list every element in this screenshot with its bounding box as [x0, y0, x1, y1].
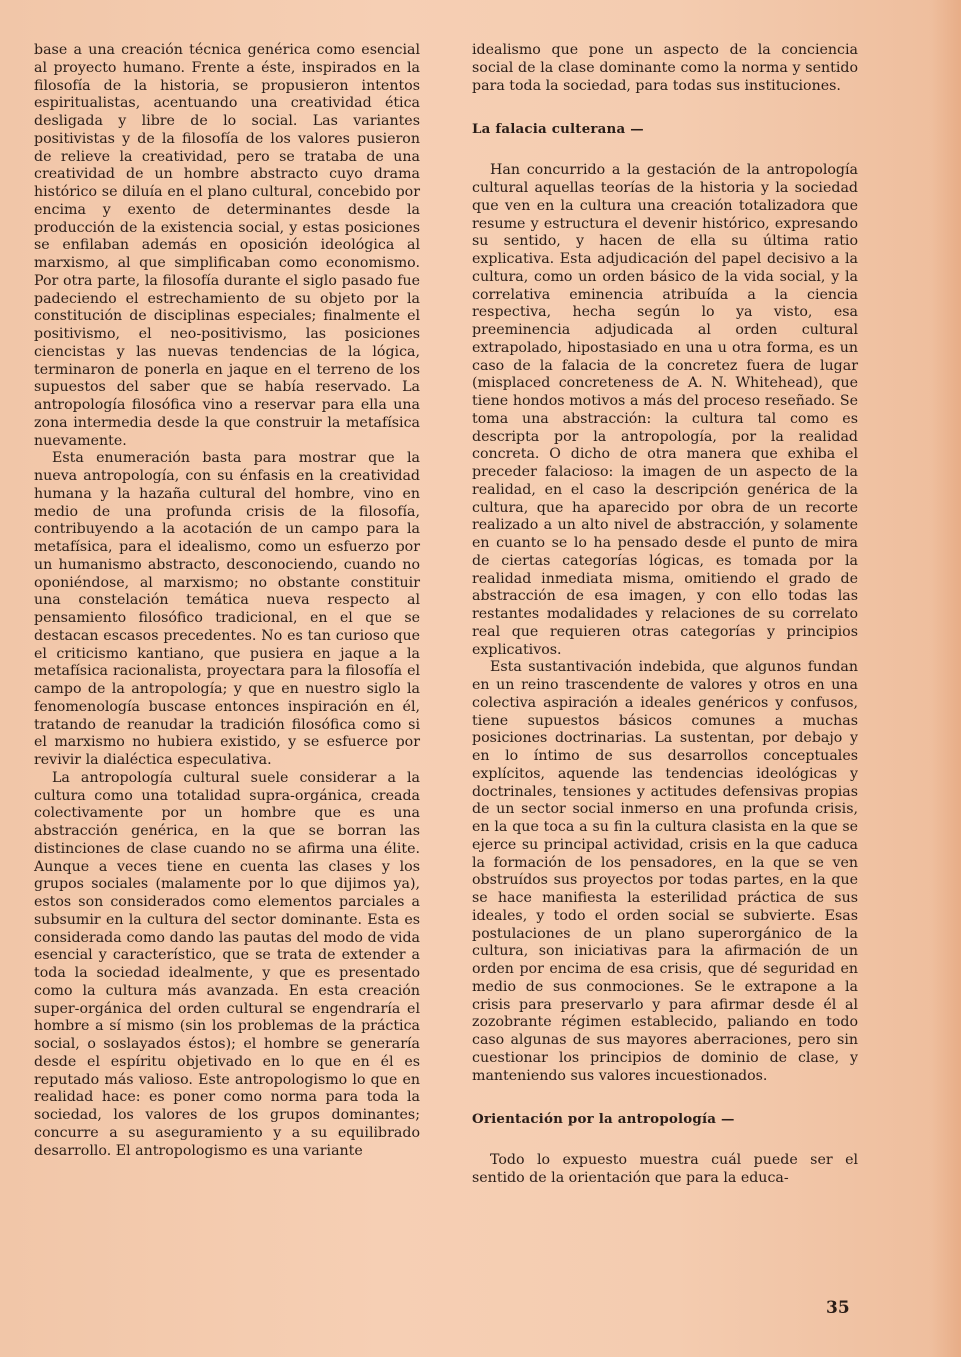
page-edge-shadow	[931, 0, 961, 1357]
section-heading: Orientación por la antropología —	[472, 1111, 735, 1128]
paragraph: Esta enumeración basta para mostrar que la nueva antropología, con su énfasis en la creatividad humana y la hazaña cultural del hombre, vino en medio de una profunda crisis de la filosofía, contribuyendo a la acotación de un campo para la metafísica, para el idealismo, como un esfuerzo por un humanismo abstracto, desconociendo, cuando no oponiéndose, al marxismo; no obstante constituir una constelación temática nueva respecto al pensamiento filosófico tradicional, en el que se destacan escasos precedentes. No es tan curioso que el criticismo kantiano, que pusiera en jaque a la metafísica racionalista, proyectara para la filosofía el campo de la antropología; y que en nuestro siglo la fenomenología buscase entonces inspiración en él, tratando de reanudar la tradición filosófica como si el marxismo no hubiera existido, y se esfuerce por revivir la dialéctica especulativa.	[34, 450, 420, 768]
page-number: 35	[826, 1298, 850, 1318]
paragraph: Esta sustantivación indebida, que algunos fundan en un reino trascendente de valores y otros en una colectiva aspiración a ideales genéricos y confusos, tiene supuestos básicos comunes a muchas posiciones doctrinarias. La sustentan, por debajo y en lo íntimo de sus desarrollos conceptuales explícitos, aquende las tendencias ideológicas y doctrinales, tensiones y actitudes defensivas propias de un sector social inmerso en una profunda crisis, en la que toca a su fin la cultura clasista en la que se ejerce su principal actividad, crisis en la que caduca la formación de los pensadores, en la que se ven obstruídos sus proyectos por todas partes, en la que se hace manifiesta la esterilidad práctica de sus ideales, y todo el orden social se subvierte. Esas postulaciones de un plano superorgánico de la cultura, son iniciativas para la afirmación de un orden por encima de esa crisis, que dé seguridad en medio de sus conmociones. Se le extrapone a la crisis para preservarlo y para afirmar desde él al zozobrante régimen establecido, paliando en todo caso algunas de sus mayores aberraciones, pero sin cuestionar los principios de dominio de clase, y manteniendo sus valores incuestionados.	[472, 659, 858, 1084]
paragraph: Han concurrido a la gestación de la antropología cultural aquellas teorías de la historia y la sociedad que ven en la cultura una creación totalizadora que resume y estructura el devenir histórico, expresando su sentido, y hacen de ella su última ratio explicativa. Esta adjudicación del papel decisivo a la cultura, como un orden básico de la vida social, y la correlativa eminencia atribuída a la ciencia respectiva, hecha según lo ya visto, esa preeminencia adjudicada al orden cultural extrapolado, hipostasiado en una u otra forma, es un caso de la falacia de la concretez fuera de lugar (misplaced concreteness de A. N. Whitehead), que tiene hondos motivos a más del proceso reseñado. Se toma una abstracción: la cultura tal como es descripta por la antropología, por la realidad concreta. O dicho de otra manera que exhiba el preceder falacioso: la imagen de un aspecto de la realidad, en el caso la descripción genérica de la cultura, que ha aparecido por obra de un recorte realizado a un alto nivel de abstracción, y solamente en cuanto se lo ha pensado desde el punto de mira de ciertas categorías lógicas, es tomada por la realidad inmediata misma, omitiendo el grado de abstracción de esa imagen, y con ello todas las restantes modalidades y relaciones de su correlato real que requieren otras categorías y principios explicativos.	[472, 162, 858, 658]
right-column	[472, 42, 858, 1188]
paragraph: Todo lo expuesto muestra cuál puede ser el sentido de la orientación que para la educa-	[472, 1152, 858, 1186]
left-column	[34, 42, 420, 1160]
paragraph: idealismo que pone un aspecto de la conciencia social de la clase dominante como la norma y sentido para toda la sociedad, para todas sus instituciones.	[472, 42, 858, 94]
section-heading: La falacia culterana —	[472, 121, 644, 138]
paragraph: La antropología cultural suele considerar a la cultura como una totalidad supra-orgánica, creada colectivamente por un hombre que es una abstracción genérica, en la que se borran las distinciones de clase cuando no se afirma una élite. Aunque a veces tiene en cuenta las clases y los grupos sociales (malamente por lo que dijimos ya), estos son considerados como elementos parciales a subsumir en la cultura del sector dominante. Esta es considerada como dando las pautas del modo de vida esencial y característico, que se trata de extender a toda la sociedad idealmente, y que es presentado como la cultura más avanzada. En esta creación super-orgánica del orden cultural se engendraría el hombre a sí mismo (sin los problemas de la práctica social, o soslayados éstos); el hombre se generaría desde el espíritu objetivado en lo que en él es reputado más valioso. Este antropologismo lo que en realidad hace: es poner como norma para toda la sociedad, los valores de los grupos dominantes; concurre a su aseguramiento y a su equilibrado desarrollo. El antropologismo es una variante	[34, 769, 420, 1159]
paragraph: base a una creación técnica genérica como esencial al proyecto humano. Frente a éste, inspirados en la filosofía de la historia, se propusieron intentos espiritualistas, acentuando una creatividad ética desligada y libre de lo social. Las variantes positivistas y de la filosofía de los valores pusieron de relieve la creatividad, pero se trataba de una creatividad de un hombre abstracto cuyo drama histórico se diluía en el plano cultural, concebido por encima y exento de determinantes desde la producción de la existencia social, y estas posiciones se enfilaban además en oposición ideológica al marxismo, al que simplificaban como economismo. Por otra parte, la filosofía durante el siglo pasado fue padeciendo el estrechamiento de su objeto por la constitución de disciplinas especiales; finalmente el positivismo, el neo-positivismo, las posiciones ciencistas y las nuevas tendencias de la lógica, terminaron de ponerla en jaque en el terreno de los supuestos del saber que se había reservado. La antropología filosófica vino a reservar para ella una zona intermedia desde la que construir la metafísica nuevamente.	[34, 42, 420, 449]
